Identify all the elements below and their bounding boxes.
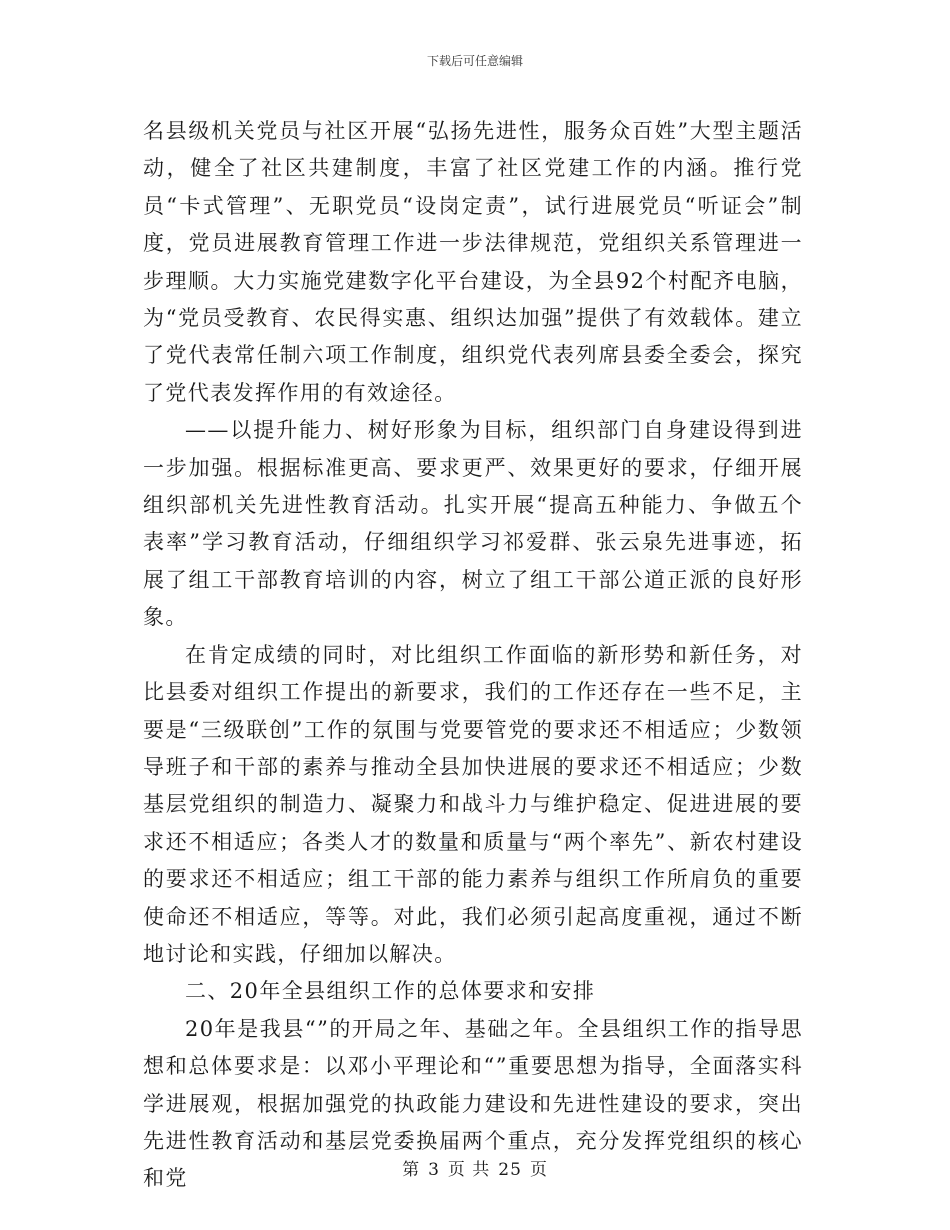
footer-total-pages: 25 (498, 1160, 522, 1180)
footer-current-page: 3 (428, 1160, 440, 1180)
paragraph-1: 名县级机关党员与社区开展“弘扬先进性，服务众百姓”大型主题活动，健全了社区共建制度，丰富了社区党建工作的内涵。推行党员“卡式管理”、无职党员“设岗定责”，试行进展党员“听证会”制度，党员进展教育管理工作进一步法律规范，党组织关系管理进一步理顺。大力实施党建数字化平台建设，为全县92个村配齐电脑，为“党员受教育、农民得实惠、组织达加强”提供了有效载体。建立了党代表常任制六项工作制度，组织党代表列席县委全委会，探究了党代表发挥作用的有效途径。 (143, 119, 803, 405)
page-footer (0, 1155, 950, 1180)
paragraph-2: ——以提升能力、树好形象为目标，组织部门自身建设得到进一步加强。根据标准更高、要求更严、效果更好的要求，仔细开展组织部机关先进性教育活动。扎实开展“提高五种能力、争做五个表率”学习教育活动，仔细组织学习祁爱群、张云泉先进事迹，拓展了组工干部教育培训的内容，树立了组工干部公道正派的良好形象。 (143, 418, 803, 630)
footer-prefix: 第 (402, 1160, 421, 1180)
body-text (143, 113, 803, 1198)
paragraph-3: 在肯定成绩的同时，对比组织工作面临的新形势和新任务，对比县委对组织工作提出的新要求，我们的工作还存在一些不足，主要是“三级联创”工作的氛围与党要管党的要求还不相适应；少数领导班子和干部的素养与推动全县加快进展的要求还不相适应；少数基层党组织的制造力、凝聚力和战斗力与维护稳定、促进进展的要求还不相适应；各类人才的数量和质量与“两个率先”、新农村建设的要求还不相适应；组工干部的能力素养与组织工作所肩负的重要使命还不相适应，等等。对此，我们必须引起高度重视，通过不断地讨论和实践，仔细加以解决。 (143, 642, 803, 966)
paragraph-4: 20年是我县“”的开局之年、基础之年。全县组织工作的指导思想和总体要求是：以邓小平理论和“”重要思想为指导，全面落实科学进展观，根据加强党的执政能力建设和先进性建设的要求，突出先进性教育活动和基层党委换届两个重点，充分发挥党组织的核心和党 (143, 1016, 803, 1191)
section-heading: 二、20年全县组织工作的总体要求和安排 (185, 979, 596, 1004)
footer-middle: 页 共 (447, 1160, 491, 1180)
header-note: 下载后可任意编辑 (426, 54, 523, 68)
footer-suffix: 页 (529, 1160, 548, 1180)
